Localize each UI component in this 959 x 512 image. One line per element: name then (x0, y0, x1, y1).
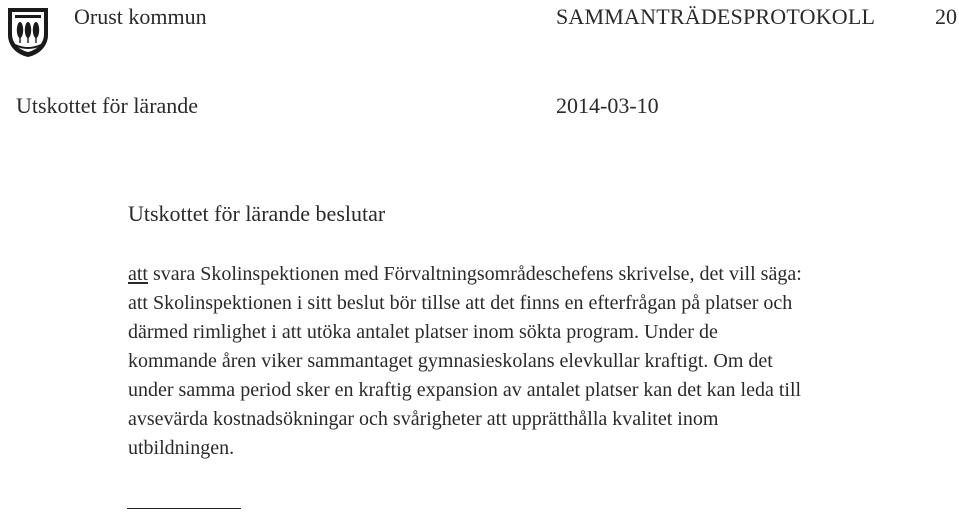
decision-keyword: att (128, 263, 148, 285)
committee-name: Utskottet för lärande (16, 93, 199, 118)
section-heading: Utskottet för lärande beslutar (128, 201, 386, 226)
signature-line (127, 508, 241, 509)
paragraph-line (128, 260, 948, 289)
paragraph-line: kommande åren viker sammantaget gymnasieskolans elevkullar kraftigt. Om det (128, 350, 773, 372)
page-number: 20 (935, 4, 957, 29)
paragraph-line: avsevärda kostnadsökningar och svårigheter att upprätthålla kvalitet inom (128, 408, 719, 430)
paragraph-line: att Skolinspektionen i sitt beslut bör tillse att det finns en efterfrågan på platser och (128, 292, 793, 314)
meeting-date: 2014-03-10 (556, 93, 659, 118)
document-title: SAMMANTRÄDESPROTOKOLL (556, 4, 876, 29)
paragraph-line: utbildningen. (128, 437, 235, 459)
municipal-coat-of-arms-icon (5, 5, 51, 59)
paragraph-line: under samma period sker en kraftig expansion av antalet platser kan det kan leda till (128, 379, 802, 401)
municipality-name: Orust kommun (74, 4, 207, 29)
paragraph-line: därmed rimlighet i att utöka antalet platser inom sökta program. Under de (128, 321, 718, 343)
paragraph-line-text: svara Skolinspektionen med Förvaltningsområdeschefens skrivelse, det vill säga: (148, 263, 802, 285)
decision-paragraph (128, 260, 948, 463)
